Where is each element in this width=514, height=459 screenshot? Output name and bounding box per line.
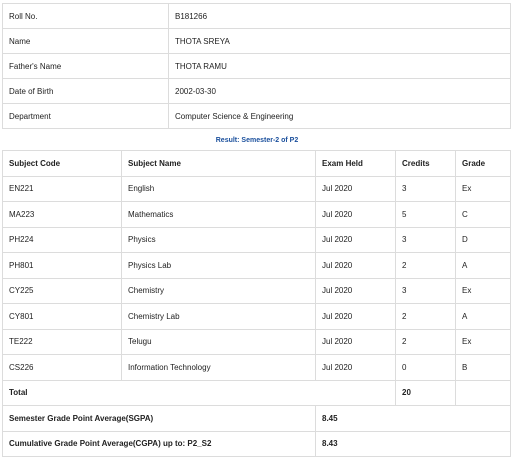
sgpa-label: Semester Grade Point Average(SGPA)	[3, 406, 316, 432]
exam-held: Jul 2020	[316, 304, 396, 330]
subject-code: PH801	[3, 253, 122, 279]
grades-header-row	[3, 151, 511, 177]
subject-code: CY225	[3, 278, 122, 304]
student-info-table	[2, 3, 511, 129]
header-grade: Grade	[456, 151, 511, 177]
info-value: THOTA RAMU	[169, 54, 511, 79]
subject-name: English	[122, 176, 316, 202]
exam-held: Jul 2020	[316, 278, 396, 304]
grade: D	[456, 227, 511, 253]
total-credits: 20	[396, 380, 456, 406]
exam-held: Jul 2020	[316, 253, 396, 279]
grade: A	[456, 253, 511, 279]
header-subject-name: Subject Name	[122, 151, 316, 177]
credits: 2	[396, 253, 456, 279]
info-label: Father's Name	[3, 54, 169, 79]
credits: 2	[396, 329, 456, 355]
subject-name: Information Technology	[122, 355, 316, 381]
subject-code: MA223	[3, 202, 122, 228]
student-info-row	[3, 54, 511, 79]
subject-name: Physics	[122, 227, 316, 253]
credits: 0	[396, 355, 456, 381]
info-value: B181266	[169, 4, 511, 29]
total-grade-empty	[456, 380, 511, 406]
subject-code: TE222	[3, 329, 122, 355]
credits: 3	[396, 227, 456, 253]
table-row	[3, 176, 511, 202]
grades-table	[2, 150, 511, 457]
cgpa-label: Cumulative Grade Point Average(CGPA) up to: P2_S2	[3, 431, 316, 457]
student-info-row	[3, 104, 511, 129]
exam-held: Jul 2020	[316, 329, 396, 355]
student-info-row	[3, 29, 511, 54]
info-value: 2002-03-30	[169, 79, 511, 104]
header-exam-held: Exam Held	[316, 151, 396, 177]
subject-code: CS226	[3, 355, 122, 381]
credits: 3	[396, 176, 456, 202]
grade: Ex	[456, 329, 511, 355]
credits: 3	[396, 278, 456, 304]
grade: A	[456, 304, 511, 330]
exam-held: Jul 2020	[316, 355, 396, 381]
subject-code: EN221	[3, 176, 122, 202]
student-info-row	[3, 79, 511, 104]
header-credits: Credits	[396, 151, 456, 177]
result-title: Result: Semester-2 of P2	[215, 137, 299, 144]
credits: 2	[396, 304, 456, 330]
table-row	[3, 202, 511, 228]
header-subject-code: Subject Code	[3, 151, 122, 177]
table-row	[3, 355, 511, 381]
grade: Ex	[456, 278, 511, 304]
table-row	[3, 329, 511, 355]
credits: 5	[396, 202, 456, 228]
total-row	[3, 380, 511, 406]
subject-code: PH224	[3, 227, 122, 253]
sgpa-row	[3, 406, 511, 432]
table-row	[3, 278, 511, 304]
info-label: Name	[3, 29, 169, 54]
subject-name: Physics Lab	[122, 253, 316, 279]
exam-held: Jul 2020	[316, 227, 396, 253]
subject-name: Chemistry	[122, 278, 316, 304]
table-row	[3, 304, 511, 330]
student-info-row	[3, 4, 511, 29]
sgpa-value: 8.45	[316, 406, 511, 432]
cgpa-value: 8.43	[316, 431, 511, 457]
info-value: Computer Science & Engineering	[169, 104, 511, 129]
subject-code: CY801	[3, 304, 122, 330]
exam-held: Jul 2020	[316, 176, 396, 202]
subject-name: Telugu	[122, 329, 316, 355]
subject-name: Chemistry Lab	[122, 304, 316, 330]
cgpa-row	[3, 431, 511, 457]
total-label: Total	[3, 380, 396, 406]
grade: B	[456, 355, 511, 381]
grade: C	[456, 202, 511, 228]
table-row	[3, 253, 511, 279]
grade: Ex	[456, 176, 511, 202]
info-label: Roll No.	[3, 4, 169, 29]
info-label: Date of Birth	[3, 79, 169, 104]
subject-name: Mathematics	[122, 202, 316, 228]
table-row	[3, 227, 511, 253]
info-label: Department	[3, 104, 169, 129]
exam-held: Jul 2020	[316, 202, 396, 228]
info-value: THOTA SREYA	[169, 29, 511, 54]
